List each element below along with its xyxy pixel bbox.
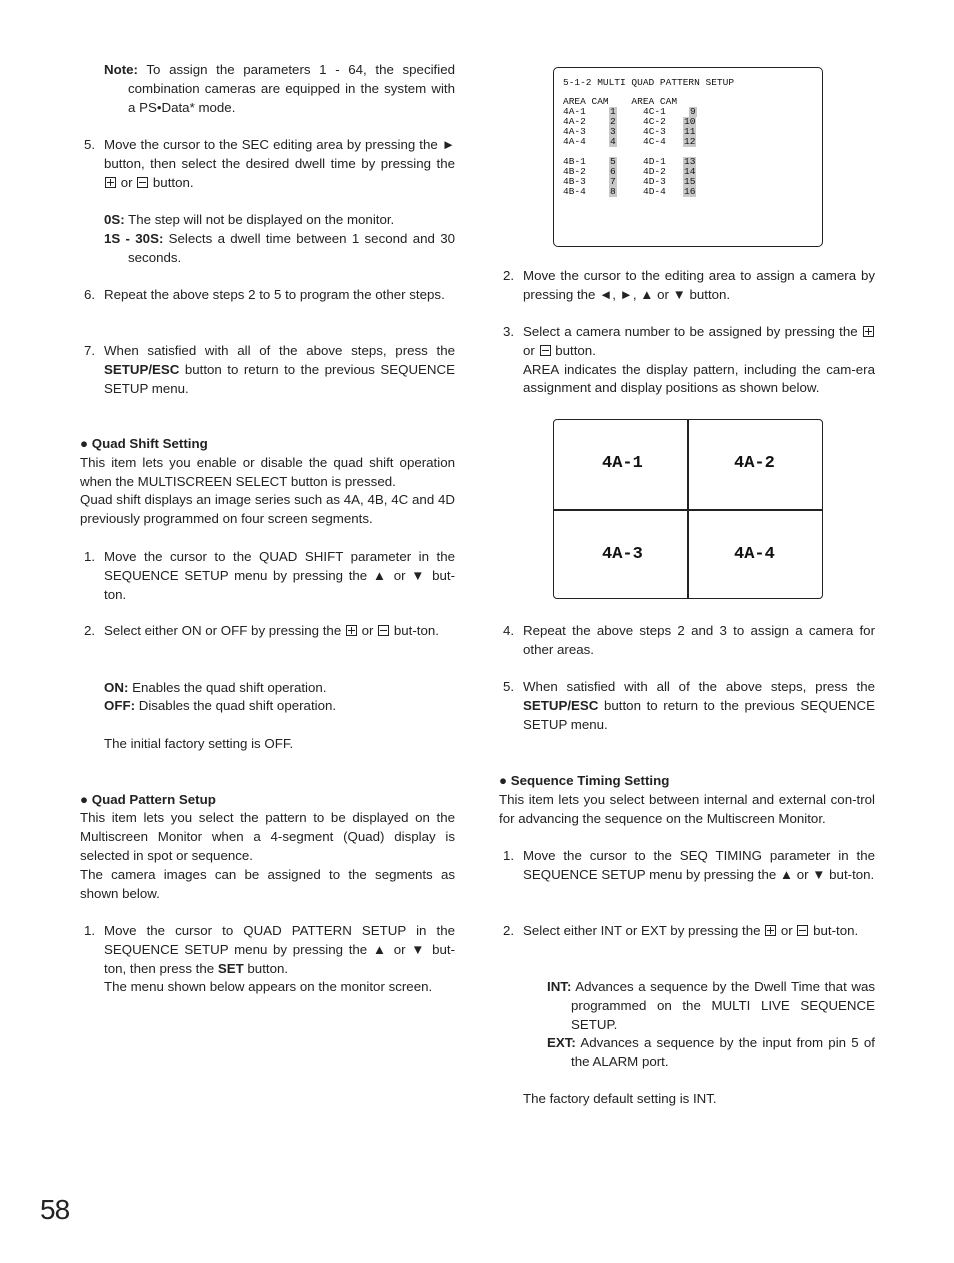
quad-pattern-p1: This item lets you select the pattern to be displayed on the Multiscreen Monitor when a 4-segment (Quad) display is selected in spot or sequence.	[80, 810, 455, 863]
screen-area-label: 4C-3	[643, 126, 666, 137]
quad-shift-p1: This item lets you enable or disable the quad shift operation when the MULTISCREEN SELECT button is pressed.	[80, 455, 455, 489]
screen-camera-value: 6	[610, 166, 616, 177]
right-step-5: 5. When satisfied with all of the above steps, press the SETUP/ESC button to return to the previous SEQUENCE SETUP menu.	[503, 679, 875, 732]
seq-timing-default: The factory default setting is INT.	[523, 1091, 717, 1106]
quad-divider-horizontal	[554, 509, 822, 511]
seq-timing-step-1: 1. Move the cursor to the SEQ TIMING parameter in the SEQUENCE SETUP menu by pressing the ▲ or ▼ but-ton.	[503, 848, 875, 882]
quad-cell-label: 4A-2	[734, 454, 775, 473]
step-6: 6. Repeat the above steps 2 to 5 to program the other steps.	[84, 287, 445, 302]
plus-button-icon	[105, 177, 116, 188]
screen-area-label: 4C-4	[643, 136, 666, 147]
minus-button-icon	[797, 925, 808, 936]
screen-camera-value: 5	[610, 156, 616, 167]
screen-area-label: 4D-3	[643, 176, 666, 187]
screen-camera-value: 1	[610, 106, 616, 117]
quad-shift-initial: The initial factory setting is OFF.	[104, 736, 294, 751]
screen-area-label: 4A-3	[563, 126, 586, 137]
screen-camera-value: 8	[610, 186, 616, 197]
minus-button-icon	[378, 625, 389, 636]
right-step-4: 4. Repeat the above steps 2 and 3 to assign a camera for other areas.	[503, 623, 875, 657]
minus-button-icon	[540, 345, 551, 356]
quad-layout-diagram	[553, 419, 823, 599]
minus-button-icon	[137, 177, 148, 188]
quad-shift-step-2: 2. Select either ON or OFF by pressing the or but-ton.	[84, 623, 439, 638]
screen-area-label: 4D-1	[643, 156, 666, 167]
seq-timing-p1: This item lets you select between internal and external con-trol for advancing the sequence on the Multiscreen Monitor.	[499, 792, 875, 826]
quad-shift-off: OFF: Disables the quad shift operation.	[104, 698, 337, 713]
screen-area-label: 4A-4	[563, 136, 586, 147]
screen-camera-value: 12	[684, 136, 696, 147]
screen-area-label: 4A-2	[563, 116, 586, 127]
screen-camera-value: 13	[684, 156, 696, 167]
monitor-screen-menu	[553, 67, 823, 247]
screen-area-label: 4D-2	[643, 166, 666, 177]
screen-camera-value: 9	[690, 106, 696, 117]
screen-area-label: 4C-2	[643, 116, 666, 127]
screen-title: 5-1-2 MULTI QUAD PATTERN SETUP	[563, 77, 735, 88]
seq-timing-int: INT: Advances a sequence by the Dwell Time that was programmed on the MULTI LIVE SEQUENCE SETUP.	[547, 979, 875, 1032]
screen-camera-value: 3	[610, 126, 616, 137]
screen-camera-value: 4	[610, 136, 616, 147]
screen-camera-value: 15	[684, 176, 696, 187]
seq-timing-step-2: 2. Select either INT or EXT by pressing the or but-ton.	[503, 923, 859, 938]
screen-area-label: 4B-4	[563, 186, 586, 197]
quad-pattern-heading: ● Quad Pattern Setup	[80, 792, 216, 807]
right-step-3: 3. Select a camera number to be assigned by pressing the or button. AREA indicates the display pattern, including the cam-era assignment and display positions as shown below.	[503, 324, 875, 396]
screen-area-label: 4D-4	[643, 186, 666, 197]
screen-area-label: 4B-2	[563, 166, 586, 177]
quad-shift-on: ON: Enables the quad shift operation.	[104, 680, 327, 695]
quad-cell-label: 4A-4	[734, 545, 775, 564]
plus-button-icon	[765, 925, 776, 936]
screen-area-label: 4C-1	[643, 106, 666, 117]
quad-shift-p2: Quad shift displays an image series such as 4A, 4B, 4C and 4D previously programmed on four screen segments.	[80, 492, 455, 526]
screen-header: AREA CAM AREA CAM	[563, 96, 678, 107]
screen-area-label: 4B-3	[563, 176, 586, 187]
screen-camera-value: 11	[684, 126, 696, 137]
quad-cell-label: 4A-1	[602, 454, 643, 473]
option-0s: 0S: The step will not be displayed on the monitor.	[104, 212, 395, 227]
screen-camera-value: 14	[684, 166, 696, 177]
seq-timing-heading: ● Sequence Timing Setting	[499, 773, 670, 788]
quad-cell-label: 4A-3	[602, 545, 643, 564]
note: Note: To assign the parameters 1 - 64, the specified combination cameras are equipped in the system with a PS•Data* mode.	[104, 62, 455, 115]
screen-camera-value: 2	[610, 116, 616, 127]
seq-timing-ext: EXT: Advances a sequence by the input from pin 5 of the ALARM port.	[547, 1035, 875, 1069]
plus-button-icon	[863, 326, 874, 337]
screen-camera-value: 16	[684, 186, 696, 197]
screen-camera-value: 7	[610, 176, 616, 187]
screen-area-label: 4B-1	[563, 156, 586, 167]
plus-button-icon	[346, 625, 357, 636]
quad-pattern-p2: The camera images can be assigned to the segments as shown below.	[80, 867, 455, 901]
page-number: 58	[40, 1194, 70, 1225]
quad-shift-step-1: 1. Move the cursor to the QUAD SHIFT parameter in the SEQUENCE SETUP menu by pressing the ▲ or ▼ but-ton.	[84, 549, 455, 602]
quad-shift-heading: ● Quad Shift Setting	[80, 436, 208, 451]
screen-area-label: 4A-1	[563, 106, 586, 117]
step-7: 7. When satisfied with all of the above steps, press the SETUP/ESC button to return to the previous SEQUENCE SETUP menu.	[84, 343, 455, 396]
quad-pattern-step-1: 1. Move the cursor to QUAD PATTERN SETUP in the SEQUENCE SETUP menu by pressing the ▲ or ▼ but-ton, then press the SET button. The menu shown below appears on the monitor screen.	[84, 923, 455, 995]
right-step-2: 2. Move the cursor to the editing area to assign a camera by pressing the ◄, ►, ▲ or ▼ button.	[503, 268, 875, 302]
step-5: 5. Move the cursor to the SEC editing area by pressing the ► button, then select the desired dwell time by pressing the or button.	[84, 137, 455, 190]
screen-camera-value: 10	[684, 116, 696, 127]
option-1s-30s: 1S - 30S: Selects a dwell time between 1 second and 30 seconds.	[104, 231, 455, 265]
